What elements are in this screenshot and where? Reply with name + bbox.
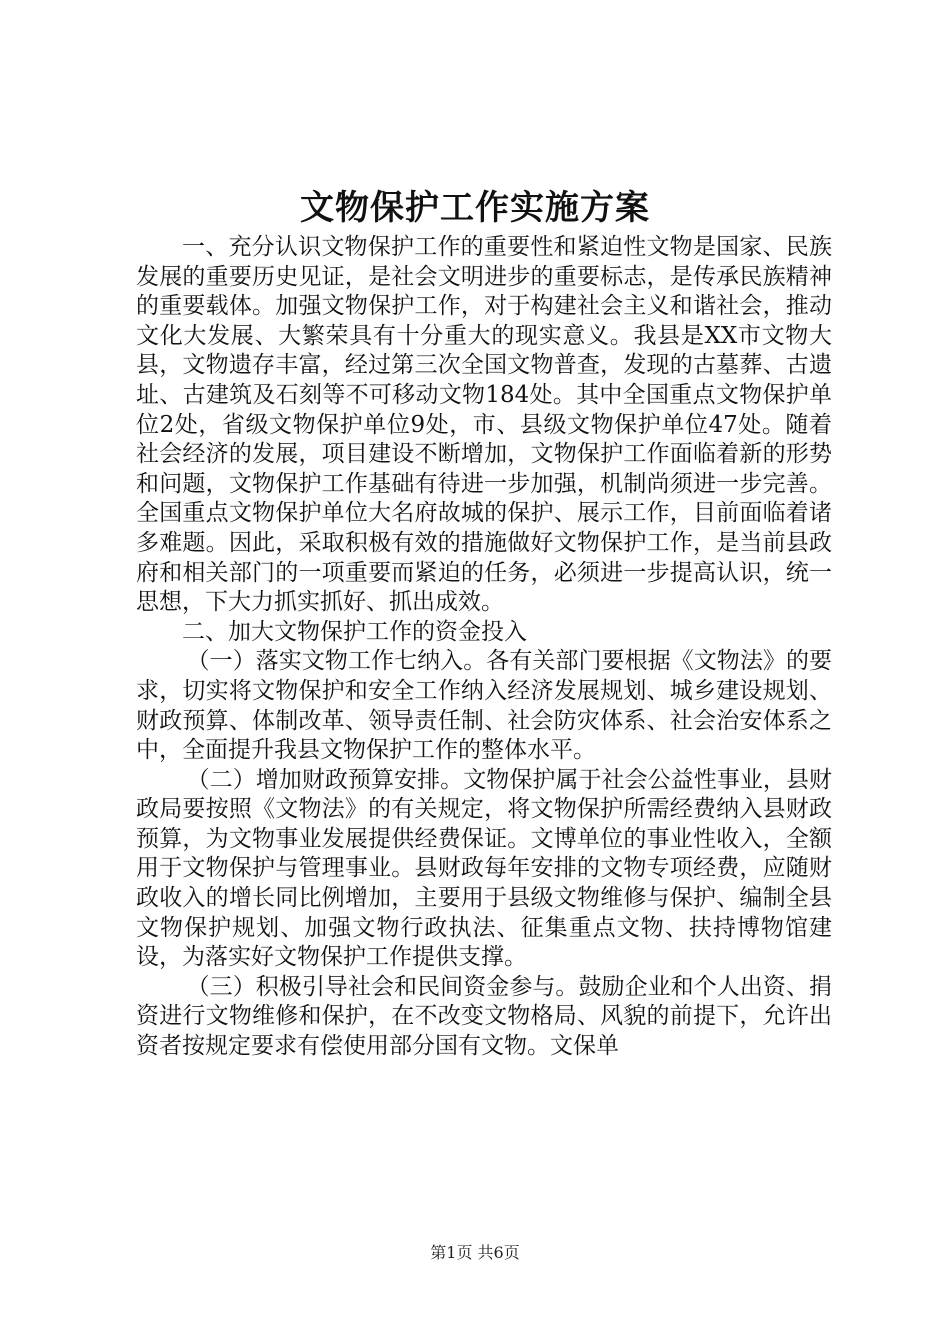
- page-footer: 第1页 共6页: [430, 1243, 520, 1262]
- paragraph-item-3: （三）积极引导社会和民间资金参与。鼓励企业和个人出资、捐资进行文物维修和保护，在不改变文物格局、风貌的前提下，允许出资者按规定要求有偿使用部分国有文物。文保单: [136, 973, 832, 1060]
- paragraph-item-2: （二）增加财政预算安排。文物保护属于社会公益性事业，县财政局要按照《文物法》的有关规定，将文物保护所需经费纳入县财政预算，为文物事业发展提供经费保证。文博单位的事业性收入，全额用于文物保护与管理事业。县财政每年安排的文物专项经费，应随财政收入的增长同比例增加，主要用于县级文物维修与保护、编制全县文物保护规划、加强文物行政执法、征集重点文物、扶持博物馆建设，为落实好文物保护工作提供支撑。: [136, 766, 832, 971]
- heading-section-2: 二、加大文物保护工作的资金投入: [182, 618, 527, 645]
- paragraph-item-1: （一）落实文物工作七纳入。各有关部门要根据《文物法》的要求，切实将文物保护和安全工作纳入经济发展规划、城乡建设规划、财政预算、体制改革、领导责任制、社会防灾体系、社会治安体系之中，全面提升我县文物保护工作的整体水平。: [136, 648, 832, 764]
- document-body: [136, 233, 832, 1062]
- document-title: 文物保护工作实施方案: [300, 188, 650, 228]
- paragraph-section-1: 一、充分认识文物保护工作的重要性和紧迫性文物是国家、民族发展的重要历史见证，是社会文明进步的重要标志，是传承民族精神的重要载体。加强文物保护工作，对于构建社会主义和谐社会，推动文化大发展、大繁荣具有十分重大的现实意义。我县是XX市文物大县，文物遗存丰富，经过第三次全国文物普查，发现的古墓葬、古遗址、古建筑及石刻等不可移动文物184处。其中全国重点文物保护单位2处，省级文物保护单位9处，市、县级文物保护单位47处。随着社会经济的发展，项目建设不断增加，文物保护工作面临着新的形势和问题，文物保护工作基础有待进一步加强，机制尚须进一步完善。全国重点文物保护单位大名府故城的保护、展示工作，目前面临着诸多难题。因此，采取积极有效的措施做好文物保护工作，是当前县政府和相关部门的一项重要而紧迫的任务，必须进一步提高认识，统一思想，下大力抓实抓好、抓出成效。: [136, 234, 832, 616]
